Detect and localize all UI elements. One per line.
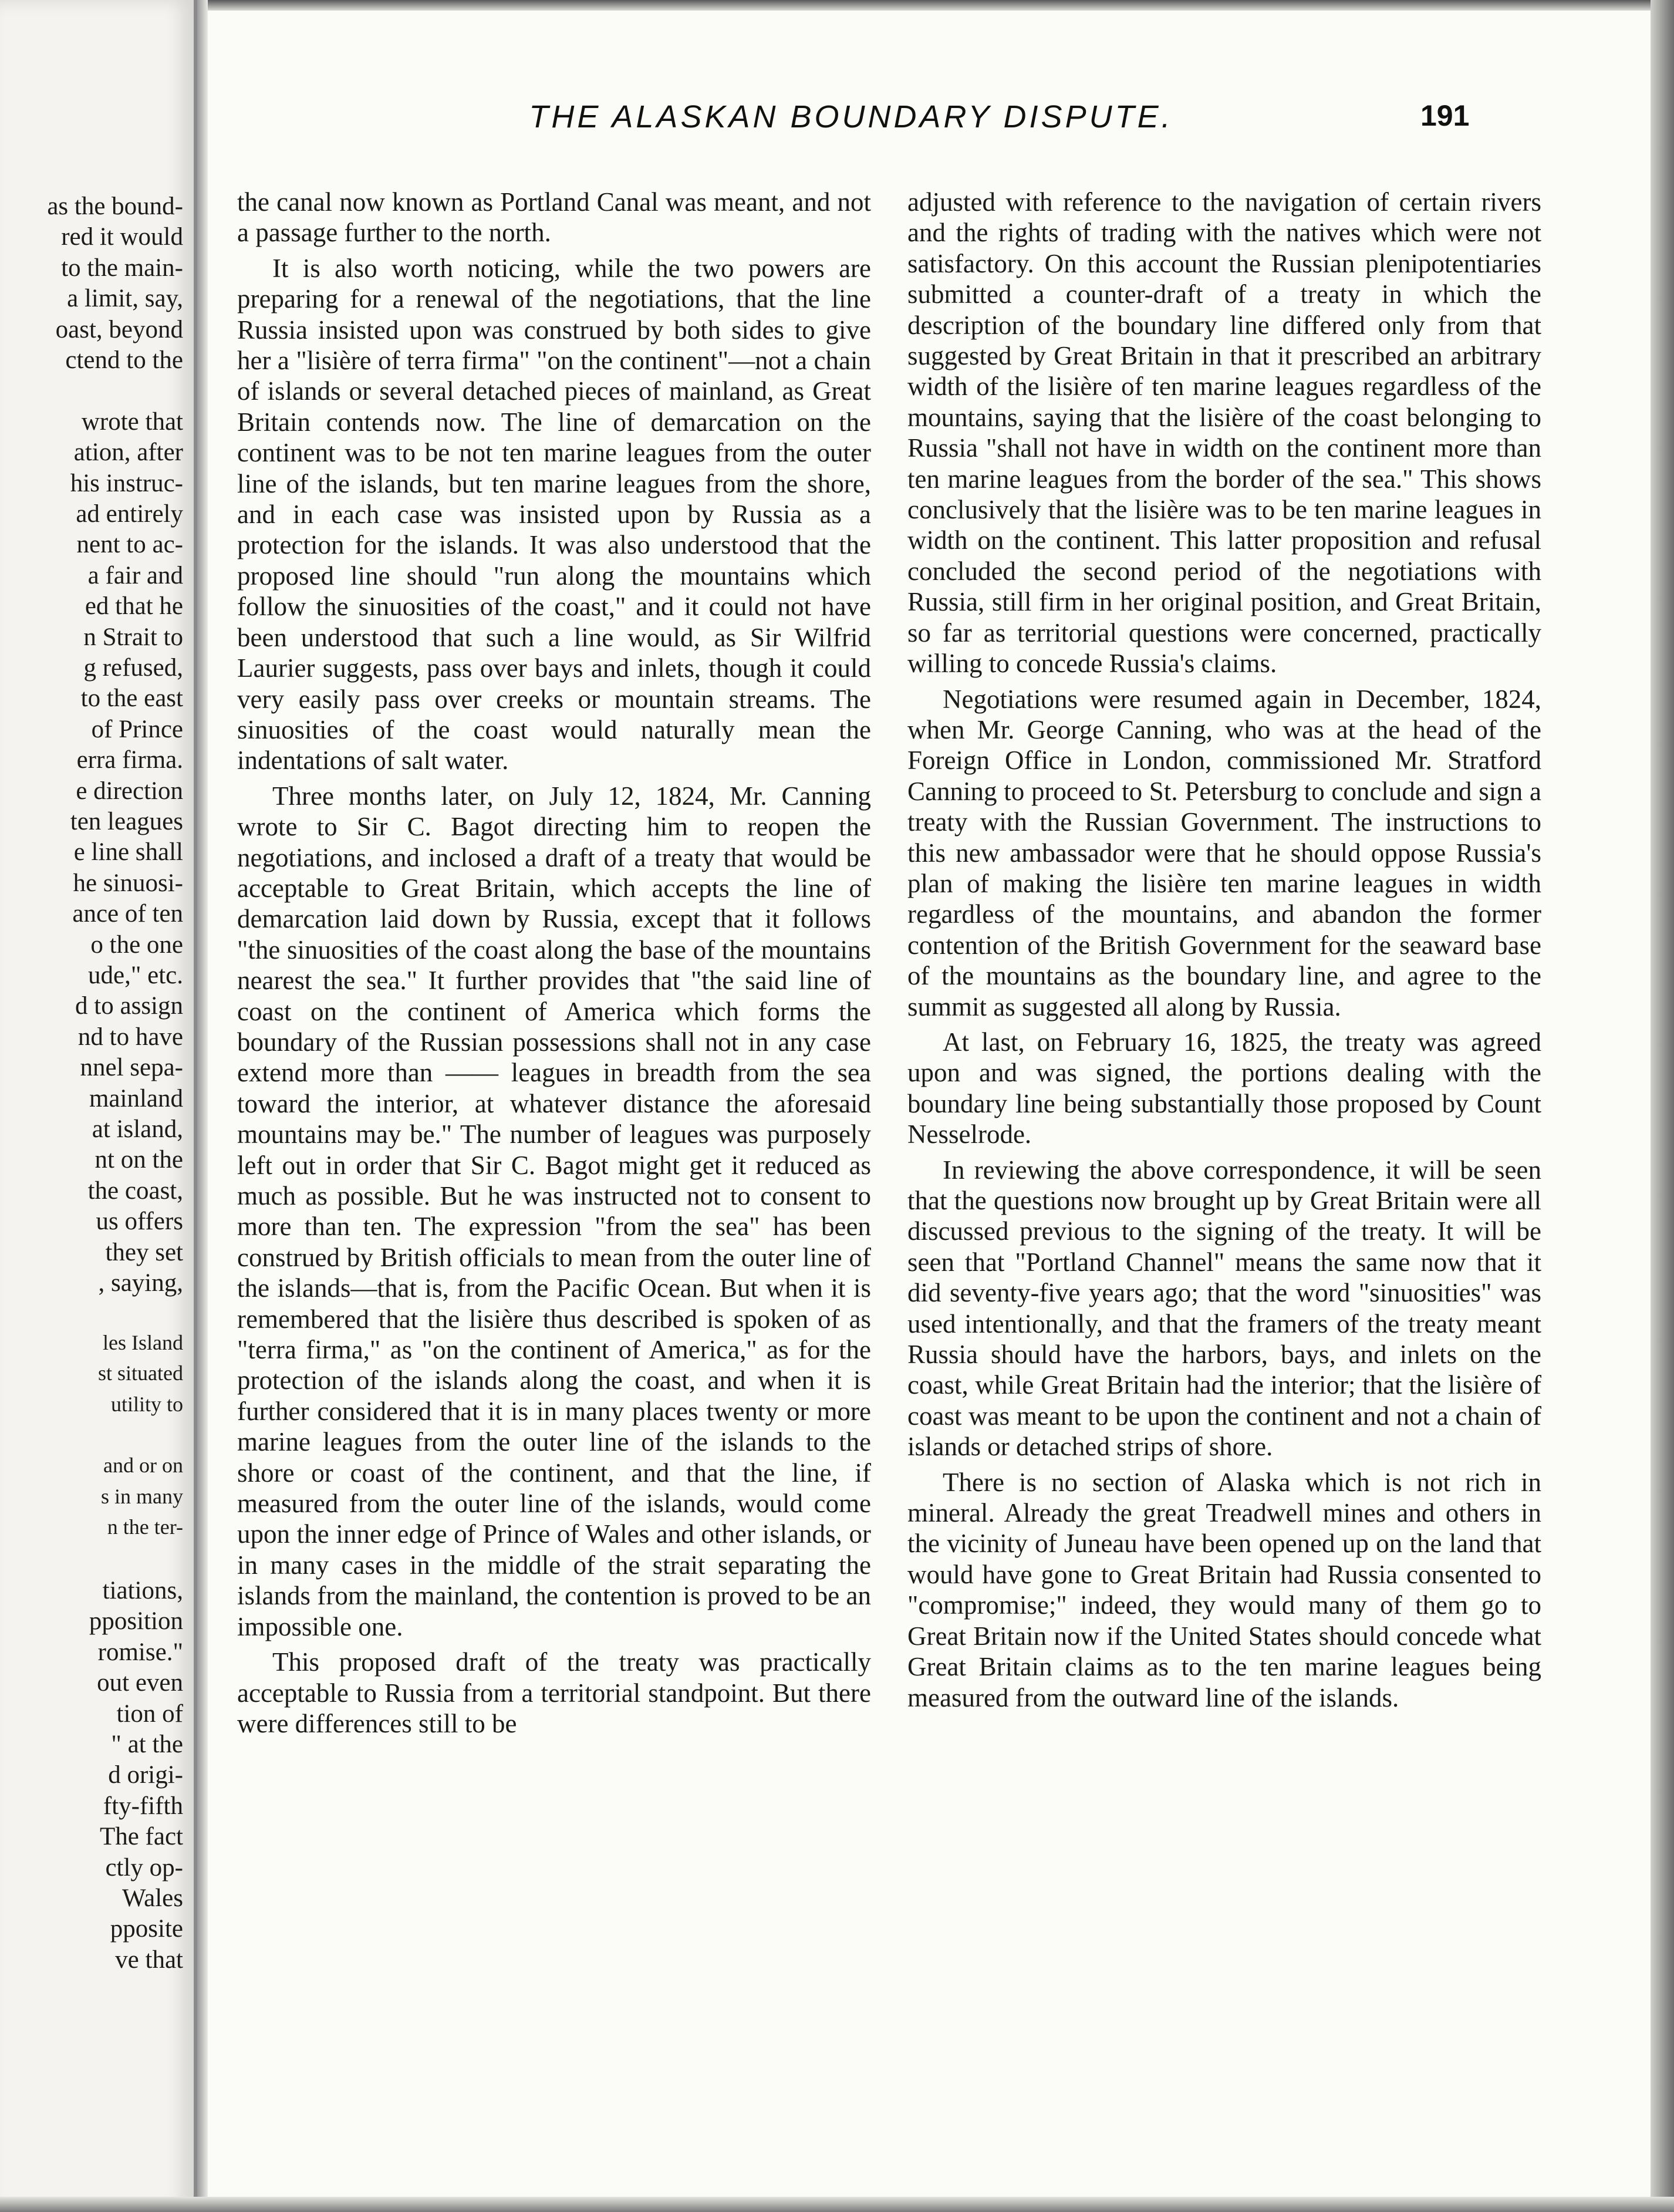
- previous-page-line: " at the: [111, 1731, 183, 1758]
- previous-page-line: us offers: [96, 1208, 183, 1236]
- previous-page-line: e direction: [76, 777, 183, 805]
- previous-page-line: les Island: [103, 1330, 183, 1354]
- previous-page-line: Wales: [122, 1884, 183, 1912]
- previous-page-line: a fair and: [87, 561, 183, 589]
- previous-page-line: oast, beyond: [55, 315, 183, 343]
- previous-page-line: of Prince: [91, 715, 183, 743]
- previous-page-strip: [0, 0, 197, 2212]
- previous-page-line: at island,: [92, 1115, 183, 1143]
- previous-page-line: d to assign: [75, 992, 183, 1020]
- previous-page-line: and or on: [103, 1454, 183, 1478]
- previous-page-line: romise.": [97, 1638, 183, 1666]
- previous-page-line: ude," etc.: [87, 962, 183, 989]
- previous-page-line: mainland: [89, 1084, 183, 1112]
- body-paragraph: At last, on February 16, 1825, the treaty was agreed upon and was signed, the portions dealing with the boundary line being substantially those proposed by Count Nesselrode.: [907, 1027, 1541, 1149]
- previous-page-line: wrote that: [81, 407, 183, 436]
- previous-page-line: tiations,: [102, 1577, 183, 1604]
- previous-page-line: st situated: [98, 1361, 183, 1385]
- top-edge-shadow: [0, 0, 1674, 11]
- book-gutter: [197, 0, 208, 2212]
- previous-page-line: n Strait to: [83, 623, 183, 651]
- previous-page-line: nent to ac-: [76, 531, 183, 559]
- right-column: [907, 187, 1541, 1948]
- previous-page-line: nd to have: [77, 1023, 183, 1051]
- previous-page-line: The fact: [99, 1823, 183, 1851]
- previous-page-line: utility to: [110, 1392, 183, 1416]
- previous-page-line: nt on the: [95, 1146, 183, 1174]
- previous-page-line: tion of: [116, 1700, 183, 1728]
- previous-page-line: out even: [97, 1669, 183, 1697]
- previous-page-line: ad entirely: [76, 500, 183, 528]
- previous-page-line: nnel sepa-: [80, 1054, 183, 1082]
- previous-page-line: his instruc-: [70, 469, 183, 497]
- previous-page-line: n the ter-: [107, 1515, 183, 1539]
- previous-page-line: pposite: [110, 1915, 183, 1943]
- previous-page-line: ve that: [115, 1945, 183, 1974]
- previous-page-line: as the bound-: [47, 193, 183, 220]
- left-column: [237, 187, 871, 1948]
- previous-page-line: ed that he: [85, 592, 183, 621]
- bottom-edge-shadow: [0, 2197, 1674, 2212]
- previous-page-line: they set: [105, 1238, 183, 1266]
- previous-page-line: d origi-: [108, 1761, 183, 1789]
- body-paragraph: the canal now known as Portland Canal was meant, and not a passage further to the north.: [237, 187, 871, 248]
- previous-page-line: g refused,: [83, 654, 183, 682]
- previous-page-line: a limit, say,: [67, 285, 183, 313]
- previous-page-line: to the main-: [61, 254, 183, 282]
- page-number: 191: [1420, 99, 1470, 132]
- previous-page-line: ation, after: [73, 439, 183, 467]
- previous-page-line: ten leagues: [70, 808, 183, 835]
- right-edge-shadow: [1651, 0, 1674, 2212]
- previous-page-line: erra firma.: [76, 746, 183, 774]
- previous-page-line: fty-fifth: [103, 1792, 183, 1820]
- body-paragraph: This proposed draft of the treaty was practically acceptable to Russia from a territorial standpoint. But there were differences still to be: [237, 1647, 871, 1738]
- previous-page-line: ctend to the: [65, 346, 183, 374]
- body-paragraph: Three months later, on July 12, 1824, Mr. Canning wrote to Sir C. Bagot directing him to reopen the negotiations, and inclosed a draft of a treaty that would be acceptable to Great Britain, which accepts the line of demarcation laid down by Russia, except that it follows "the sinuosities of the coast along the base of the mountains nearest the sea." It further provides that "the said line of coast on the continent of America which forms the boundary of the Russian possessions shall not in any case extend more than —— leagues in breadth from the sea toward the interior, at whatever distance the aforesaid mountains may be." The number of leagues was purposely left out in order that Sir C. Bagot might get it reduced as much as possible. But he was instructed not to consent to more than ten. The expression "from the sea" has been construed by British officials to mean from the outer line of the islands—that is, from the Pacific Ocean. But when it is remembered that the lisière thus described is spoken of as "terra firma," as "on the continent of America," as for the protection of the islands along the coast, and when it is further considered that it is in many places twenty or more marine leagues from the outer line of the islands to the shore or coast of the continent, and that the line, if measured from the outer line of the islands, would come upon the inner edge of Prince of Wales and other islands, or in many cases in the middle of the strait separating the islands from the mainland, the contention is proved to be an impossible one.: [237, 781, 871, 1641]
- previous-page-line: s in many: [101, 1484, 183, 1508]
- running-head: THE ALASKAN BOUNDARY DISPUTE.: [529, 99, 1173, 134]
- body-paragraph: It is also worth noticing, while the two powers are preparing for a renewal of the negotiations, that the line Russia insisted upon was construed by both sides to give her a "lisière of terra firma" "on the continent"—not a chain of islands or several detached pieces of mainland, as Great Britain contends now. The line of demarcation on the continent was to be not ten marine leagues from the outer line of the islands, but ten marine leagues from the shore, and in each case was insisted upon by Russia as a protection for the islands. It was also understood that the proposed line should "run along the mountains which follow the sinuosities of the coast," and it could not have been understood that such a line would, as Sir Wilfrid Laurier suggests, pass over bays and inlets, though it could very easily pass over creeks or mountain streams. The sinuosities of the coast would naturally mean the indentations of salt water.: [237, 253, 871, 775]
- body-paragraph: adjusted with reference to the navigation of certain rivers and the rights of trading with the natives which were not satisfactory. On this account the Russian plenipotentiaries submitted a counter-draft of a treaty in which the description of the boundary line differed only from that suggested by Great Britain in that it prescribed an arbitrary width of the lisière of ten marine leagues regardless of the mountains, saying that the lisière of the coast belonging to Russia "shall not have in width on the continent more than ten marine leagues from the border of the sea." This shows conclusively that the lisière was to be ten marine leagues in width on the continent. This latter proposition and refusal concluded the second period of the negotiations with Russia, still firm in her original position, and Great Britain, so far as territorial questions were concerned, practically willing to concede Russia's claims.: [907, 187, 1541, 679]
- previous-page-line: pposition: [89, 1607, 183, 1636]
- body-paragraph: Negotiations were resumed again in December, 1824, when Mr. George Canning, who was at the head of the Foreign Office in London, commissioned Mr. Stratford Canning to proceed to St. Petersburg to conclude and sign a treaty with the Russian Government. The instructions to this new ambassador were that he should oppose Russia's plan of making the lisière ten marine leagues in width regardless of the mountains, and abandon the former contention of the British Government for the seaward base of the mountains as the boundary line, and agree to the summit as suggested all along by Russia.: [907, 684, 1541, 1021]
- body-paragraph: In reviewing the above correspondence, it will be seen that the questions now brought up by Great Britain were all discussed previous to the signing of the treaty. It will be seen that "Portland Channel" means the same now that it did seventy-five years ago; that the word "sinuosities" was used intentionally, and that the framers of the treaty meant Russia should have the harbors, bays, and inlets on the coast, while Great Britain had the interior; that the lisière of coast was meant to be upon the continent and not a chain of islands or detached strips of shore.: [907, 1155, 1541, 1462]
- body-paragraph: There is no section of Alaska which is not rich in mineral. Already the great Treadwell mines and others in the vicinity of Juneau have been opened up on the land that would have gone to Great Britain had Russia consented to "compromise;" indeed, they would many of them go to Great Britain now if the United States should concede what Great Britain claims as to the ten marine leagues being measured from the outward line of the islands.: [907, 1467, 1541, 1712]
- previous-page-line: ance of ten: [72, 900, 183, 928]
- previous-page-line: ctly op-: [105, 1853, 183, 1881]
- previous-page-line: , saying,: [98, 1269, 183, 1297]
- previous-page-line: o the one: [90, 930, 183, 959]
- previous-page-line: to the east: [80, 684, 183, 713]
- previous-page-line: e line shall: [73, 838, 183, 866]
- previous-page-line: the coast,: [87, 1176, 183, 1205]
- previous-page-line: red it would: [61, 223, 183, 251]
- previous-page-line: he sinuosi-: [73, 869, 183, 897]
